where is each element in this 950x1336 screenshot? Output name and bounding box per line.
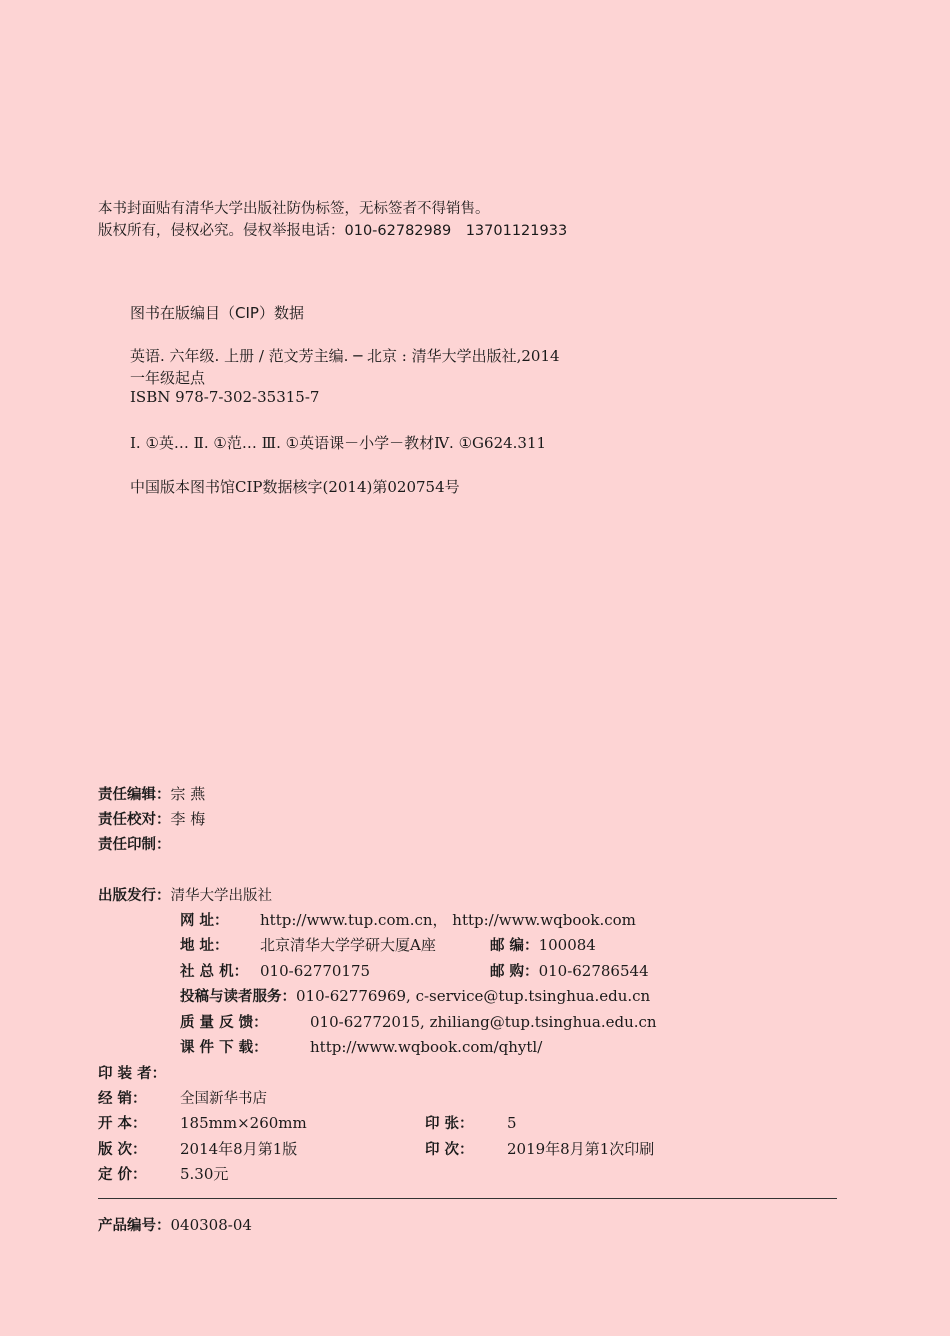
sheets-value: 5 xyxy=(507,1114,517,1132)
impression-row xyxy=(425,1139,654,1159)
cip-classification: Ⅰ. ①英… Ⅱ. ①范… Ⅲ. ①英语课－小学－教材Ⅳ. ①G624.311 xyxy=(130,434,547,452)
postcode-label: 邮 编： xyxy=(490,938,539,954)
edition-value: 2014年8月第1版 xyxy=(180,1140,298,1158)
website-value: http://www.tup.com.cn， http://www.wqbook.com xyxy=(260,911,636,929)
editor-value: 宗 燕 xyxy=(170,785,206,803)
editor-label: 责任编辑： xyxy=(98,787,171,803)
quality-row xyxy=(180,1012,657,1032)
quality-label: 质 量 反 馈： xyxy=(180,1015,268,1031)
postcode-row xyxy=(490,935,596,955)
sheets-row xyxy=(425,1113,517,1133)
reader-service-value: 010-62776969, c-service@tup.tsinghua.edu.cn xyxy=(296,987,651,1005)
publisher-row xyxy=(98,885,272,905)
product-code-value: 040308-04 xyxy=(170,1216,252,1234)
postcode-value: 100084 xyxy=(538,936,596,954)
cip-subtitle-line: 一年级起点 xyxy=(130,369,206,387)
cip-heading: 图书在版编目（CIP）数据 xyxy=(130,304,304,322)
distributor-value: 全国新华书店 xyxy=(180,1091,267,1107)
edition-label: 版 次： xyxy=(98,1142,147,1158)
address-value: 北京清华大学学研大厦A座 xyxy=(260,936,436,954)
price-label: 定 价： xyxy=(98,1167,147,1183)
printer-row xyxy=(98,1063,166,1083)
publisher-name: 清华大学出版社 xyxy=(170,888,272,904)
cip-isbn: ISBN 978-7-302-35315-7 xyxy=(130,388,320,406)
reader-service-row xyxy=(180,986,650,1006)
download-label: 课 件 下 载： xyxy=(180,1040,268,1056)
switchboard-value: 010-62770175 xyxy=(260,962,371,980)
product-code-row xyxy=(98,1215,252,1235)
format-value: 185mm×260mm xyxy=(180,1114,307,1132)
switchboard-label: 社 总 机： xyxy=(180,964,249,980)
publisher-label: 出版发行： xyxy=(98,888,171,904)
purchase-label: 邮 购： xyxy=(490,964,539,980)
purchase-row xyxy=(490,961,649,981)
download-value: http://www.wqbook.com/qhytl/ xyxy=(310,1038,543,1056)
purchase-value: 010-62786544 xyxy=(538,962,649,980)
product-code-label: 产品编号： xyxy=(98,1218,171,1234)
printer-label: 印 装 者： xyxy=(98,1066,167,1082)
sheets-label: 印 张： xyxy=(425,1116,474,1132)
price-value: 5.30元 xyxy=(180,1165,229,1183)
printing-row xyxy=(98,834,171,854)
cip-number: 中国版本图书馆CIP数据核字(2014)第020754号 xyxy=(130,478,460,496)
proofreader-row xyxy=(98,809,205,829)
website-label: 网 址： xyxy=(180,913,229,929)
proofreader-value: 李 梅 xyxy=(170,810,206,828)
website-row xyxy=(180,910,636,930)
price-row xyxy=(98,1164,228,1184)
copyright-notice: 版权所有，侵权必究。侵权举报电话：010-62782989 13701121933 xyxy=(98,223,568,239)
printing-label: 责任印制： xyxy=(98,837,171,853)
address-row xyxy=(180,935,436,955)
address-label: 地 址： xyxy=(180,938,229,954)
distributor-row xyxy=(98,1088,267,1108)
quality-value: 010-62772015, zhiliang@tup.tsinghua.edu.cn xyxy=(310,1013,657,1031)
cip-title-line: 英语. 六年级. 上册 / 范文芳主编. ─ 北京 : 清华大学出版社,2014 xyxy=(130,347,560,365)
switchboard-row xyxy=(180,961,370,981)
reader-service-label: 投稿与读者服务： xyxy=(180,989,296,1005)
edition-row xyxy=(98,1139,297,1159)
format-row xyxy=(98,1113,307,1133)
download-row xyxy=(180,1037,542,1057)
impression-label: 印 次： xyxy=(425,1142,474,1158)
format-label: 开 本： xyxy=(98,1116,147,1132)
distributor-label: 经 销： xyxy=(98,1091,147,1107)
proofreader-label: 责任校对： xyxy=(98,812,171,828)
editor-row xyxy=(98,784,205,804)
bottom-divider xyxy=(98,1198,837,1199)
anti-counterfeit-notice: 本书封面贴有清华大学出版社防伪标签，无标签者不得销售。 xyxy=(98,201,490,217)
impression-value: 2019年8月第1次印刷 xyxy=(507,1140,655,1158)
